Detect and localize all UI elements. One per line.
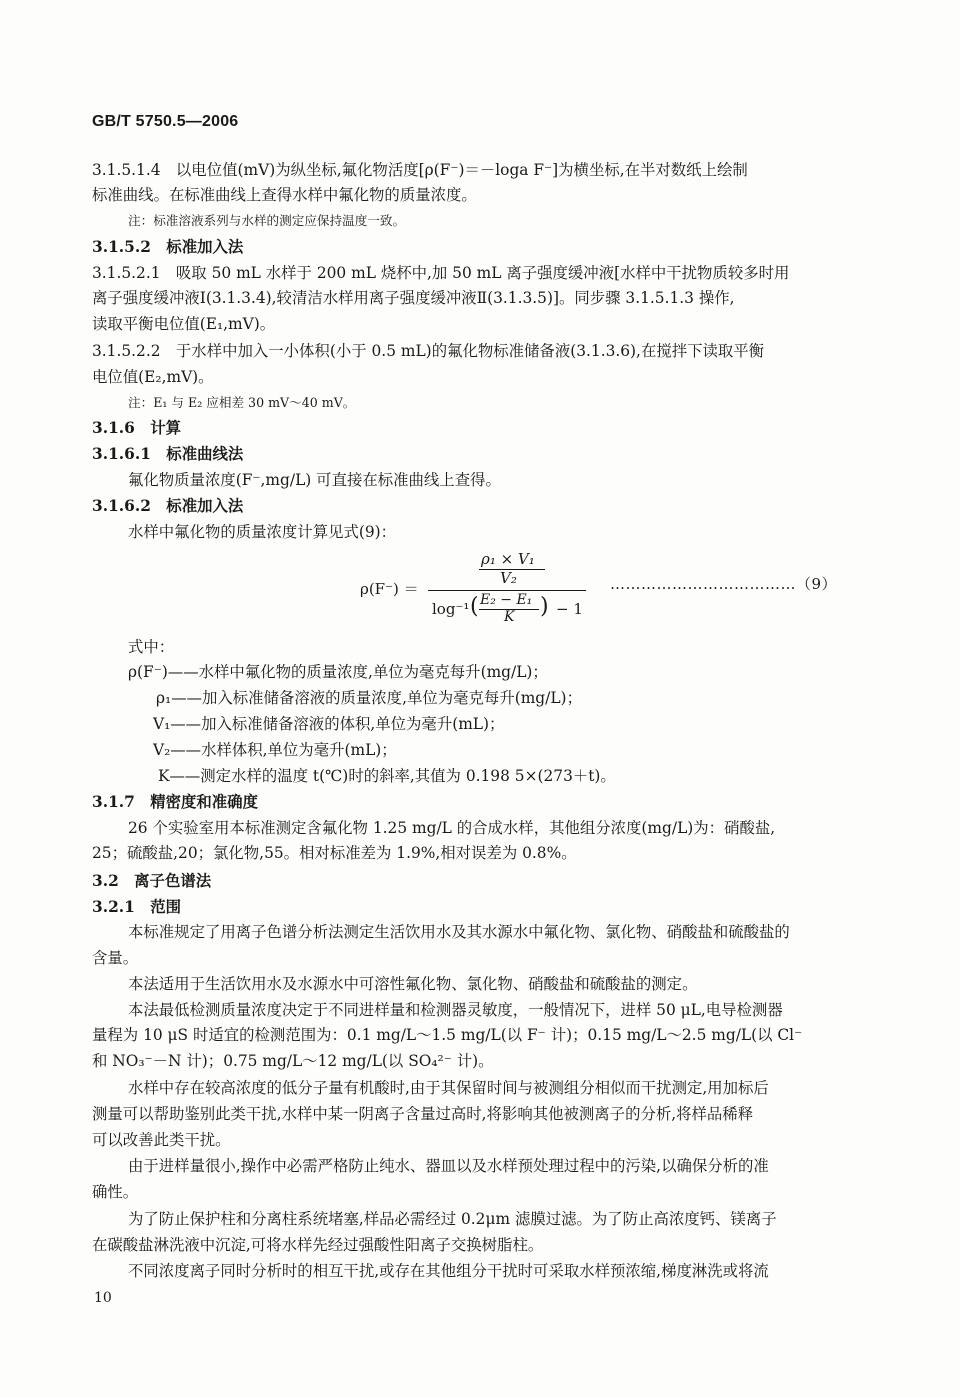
para-line: 标准曲线。在标准曲线上查得水样中氟化物的质量浓度。 (92, 186, 477, 204)
definition-v2: V₂——水样体积,单位为毫升(mL)； (153, 741, 397, 759)
para-line: 由于进样量很小,操作中必需严格防止纯水、器皿以及水样预处理过程中的污染,以确保分析的准 (128, 1157, 769, 1175)
para-line: 可以改善此类干扰。 (92, 1131, 231, 1149)
fraction-bar-main (428, 590, 586, 591)
para-line: 测量可以帮助鉴别此类干扰,水样中某一阴离子含量过高时,将影响其他被测离子的分析,将样品稀释 (92, 1105, 754, 1123)
definition-rho1: ρ₁——加入标准储备溶液的质量浓度,单位为毫克每升(mg/L)； (156, 689, 582, 707)
para-line: 水样中存在较高浓度的低分子量有机酸时,由于其保留时间与被测组分相似而干扰测定,用加标后 (128, 1079, 769, 1097)
para-line: 26 个实验室用本标准测定含氟化物 1.25 mg/L 的合成水样，其他组分浓度(mg/L)为：硝酸盐, (128, 819, 776, 837)
para-line: 25；硫酸盐,20；氯化物,55。相对标准差为 1.9%,相对误差为 0.8%。 (92, 844, 577, 862)
formula-num-top: ρ₁ × V₁ (481, 550, 535, 568)
para-line: 为了防止保护柱和分离柱系统堵塞,样品必需经过 0.2μm 滤膜过滤。为了防止高浓度钙、镁离子 (128, 1210, 777, 1228)
para-line: 和 NO₃⁻－N 计)；0.75 mg/L～12 mg/L(以 SO₄²⁻ 计)。 (92, 1052, 494, 1070)
para-line: 量程为 10 μS 时适宜的检测范围为：0.1 mg/L～1.5 mg/L(以 F⁻ 计)；0.15 mg/L～2.5 mg/L(以 Cl⁻ (92, 1026, 803, 1044)
para-line: 不同浓度离子同时分析时的相互干扰,或存在其他组分干扰时可采取水样预浓缩,梯度淋洗或将流 (128, 1262, 769, 1280)
formula-frac-bottom: K (504, 609, 515, 625)
heading-3-2-1: 3.2.1 范围 (92, 898, 182, 916)
fraction-bar-inner (479, 569, 545, 570)
para-line: 在碳酸盐淋洗液中沉淀,可将水样先经过强酸性阳离子交换树脂柱。 (92, 1236, 544, 1254)
para-line: 本法最低检测质量浓度决定于不同进样量和检测器灵敏度，一般情况下，进样 50 μL,电导检测器 (128, 1001, 783, 1019)
para-line: 本标准规定了用离子色谱分析法测定生活饮用水及其水源水中氟化物、氯化物、硝酸盐和硫酸盐的 (128, 923, 790, 941)
para-line: 水样中氟化物的质量浓度计算见式(9)： (128, 523, 397, 541)
note: 注：E₁ 与 E₂ 应相差 30 mV～40 mV。 (128, 395, 356, 410)
heading-3-2: 3.2 离子色谱法 (92, 872, 212, 890)
formula-frac-top: E₂ − E₁ (480, 592, 533, 608)
heading-3-1-6: 3.1.6 计算 (92, 419, 182, 437)
definition-k: K——测定水样的温度 t(℃)时的斜率,其值为 0.198 5×(273＋t)。 (158, 767, 616, 785)
para-line: 读取平衡电位值(E₁,mV)。 (92, 315, 276, 333)
note: 注：标准溶液系列与水样的测定应保持温度一致。 (128, 213, 406, 228)
heading-3-1-7: 3.1.7 精密度和准确度 (92, 793, 258, 811)
heading-3-1-5-2: 3.1.5.2 标准加入法 (92, 238, 244, 256)
heading-3-1-6-2: 3.1.6.2 标准加入法 (92, 497, 244, 515)
heading-3-1-6-1: 3.1.6.1 标准曲线法 (92, 445, 244, 463)
formula-num-bottom: V₂ (500, 569, 517, 587)
para-line: 含量。 (92, 949, 139, 967)
para-line: 电位值(E₂,mV)。 (92, 368, 214, 386)
paren-left: ( (470, 594, 479, 619)
para-3-1-5-1-4: 3.1.5.1.4 以电位值(mV)为纵坐标,氟化物活度[ρ(F⁻)＝－loga F⁻]为横坐标,在半对数纸上绘制 (92, 161, 748, 179)
fraction-bar-exp (479, 609, 539, 610)
definition-rho-f: ρ(F⁻)——水样中氟化物的质量浓度,单位为毫克每升(mg/L)； (128, 663, 548, 681)
formula-minus-one: − 1 (556, 600, 583, 618)
definitions-title: 式中： (128, 638, 175, 656)
para-line: 本法适用于生活饮用水及水源水中可溶性氟化物、氯化物、硝酸盐和硫酸盐的测定。 (128, 975, 698, 993)
formula-lhs: ρ(F⁻) ＝ (360, 580, 419, 598)
equation-number: ………………………………（9） (610, 575, 838, 593)
definition-v1: V₁——加入标准储备溶液的体积,单位为毫升(mL)； (153, 715, 505, 733)
formula-log: log⁻¹ (432, 600, 470, 618)
paren-right: ) (540, 594, 549, 619)
para-line: 确性。 (92, 1183, 139, 1201)
standard-header: GB/T 5750.5—2006 (92, 113, 239, 130)
para-3-1-5-2-2: 3.1.5.2.2 于水样中加入一小体积(小于 0.5 mL)的氟化物标准储备液(3.1.3.6),在搅拌下读取平衡 (92, 342, 765, 360)
para-line: 离子强度缓冲液Ⅰ(3.1.3.4),较清洁水样用离子强度缓冲液Ⅱ(3.1.3.5)]。同步骤 3.1.5.1.3 操作, (92, 289, 735, 307)
para-3-1-5-2-1: 3.1.5.2.1 吸取 50 mL 水样于 200 mL 烧杯中,加 50 mL 离子强度缓冲液[水样中干扰物质较多时用 (92, 264, 790, 282)
para-line: 氟化物质量浓度(F⁻,mg/L) 可直接在标准曲线上查得。 (128, 471, 501, 489)
page-number: 10 (94, 1290, 112, 1306)
